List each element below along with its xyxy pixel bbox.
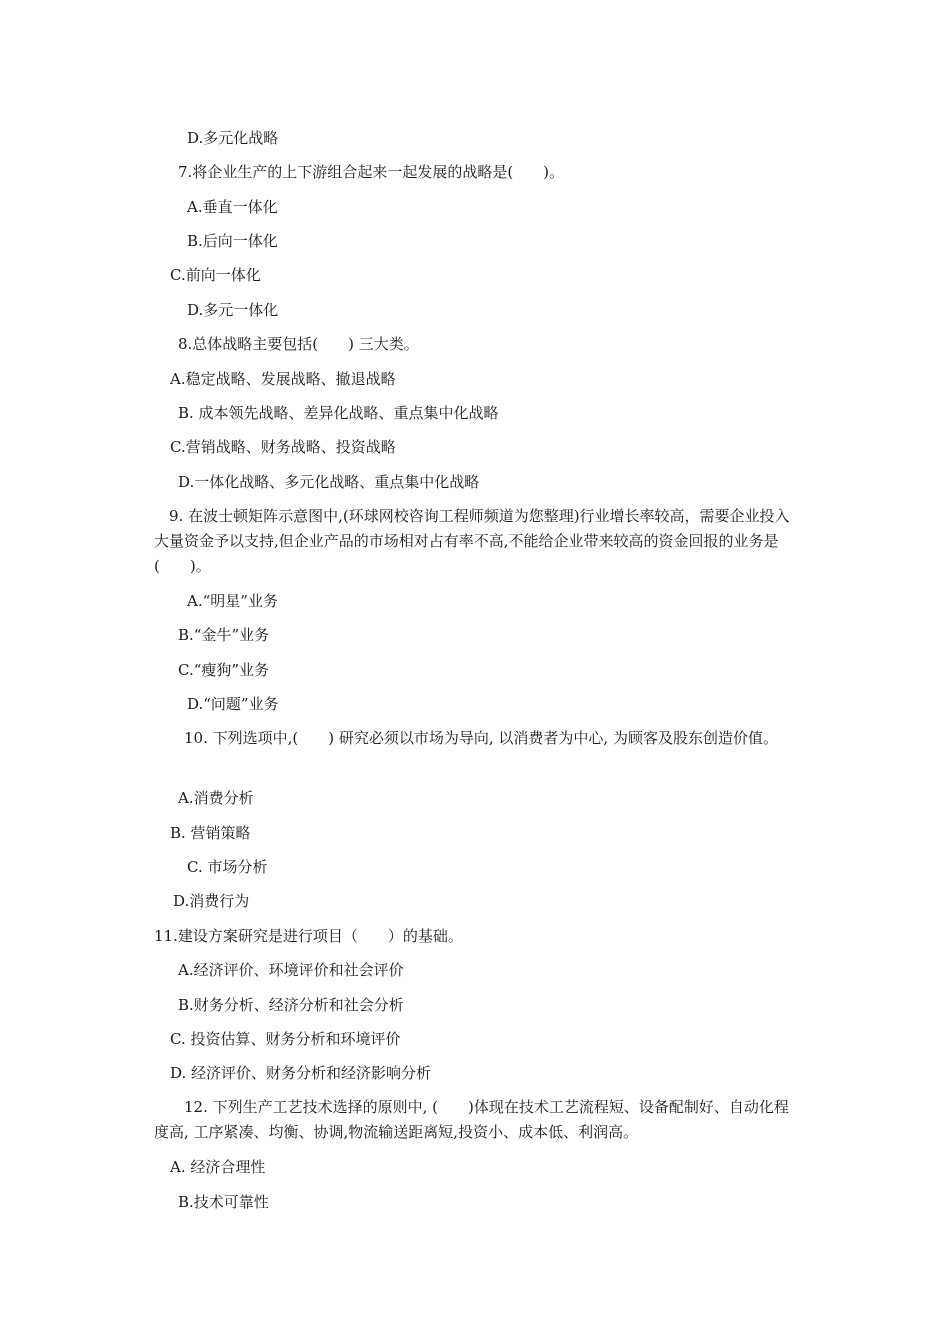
option-8c: C.营销战略、财务战略、投资战略	[170, 438, 396, 456]
option-9d: D.“问题”业务	[187, 695, 279, 713]
option-9c: C.“瘦狗”业务	[178, 661, 270, 679]
option-11a: A.经济评价、环境评价和社会评价	[178, 961, 404, 979]
option-9a: A.“明星”业务	[187, 592, 278, 610]
option-10c: C. 市场分析	[187, 858, 268, 876]
option-11b: B.财务分析、经济分析和社会分析	[178, 996, 404, 1014]
option-10b: B. 营销策略	[170, 824, 251, 842]
option-8d: D.一体化战略、多元化战略、重点集中化战略	[178, 473, 480, 491]
option-7d: D.多元一体化	[187, 301, 279, 319]
option-9b: B.“金牛”业务	[178, 626, 270, 644]
option-8a: A.稳定战略、发展战略、撤退战略	[170, 370, 396, 388]
option-8b: B. 成本领先战略、差异化战略、重点集中化战略	[178, 404, 499, 422]
option-10a: A.消费分析	[178, 789, 254, 807]
question-9: 9. 在波士顿矩阵示意图中,(环球网校咨询工程师频道为您整理)行业增长率较高，需要企业投入大量资金予以支持,但企业产品的市场相对占有率不高,不能给企业带来较高的资金回报的业务是( )。	[154, 507, 790, 575]
option-11d: D. 经济评价、财务分析和经济影响分析	[170, 1064, 432, 1082]
question-11: 11.建设方案研究是进行项目（ ）的基础。	[154, 927, 463, 945]
option-10d: D.消费行为	[173, 892, 250, 910]
question-7: 7.将企业生产的上下游组合起来一起发展的战略是( )。	[178, 163, 565, 181]
option-12a: A. 经济合理性	[170, 1158, 266, 1176]
option-7a: A.垂直一体化	[187, 198, 278, 216]
option-7b: B.后向一体化	[187, 232, 278, 250]
question-8: 8.总体战略主要包括( ) 三大类。	[178, 335, 419, 353]
option-6d: D.多元化战略	[187, 129, 279, 147]
question-12: 12. 下列生产工艺技术选择的原则中, ( )体现在技术工艺流程短、设备配制好、自动化程度高, 工序紧凑、均衡、协调,物流输送距离短,投资小、成本低、利润高。	[154, 1098, 789, 1141]
question-10: 10. 下列选项中,( ) 研究必须以市场为导向, 以消费者为中心, 为顾客及股东创造价值。	[154, 729, 778, 747]
option-7c: C.前向一体化	[170, 266, 261, 284]
option-11c: C. 投资估算、财务分析和环境评价	[170, 1030, 401, 1048]
option-12b: B.技术可靠性	[178, 1193, 269, 1211]
